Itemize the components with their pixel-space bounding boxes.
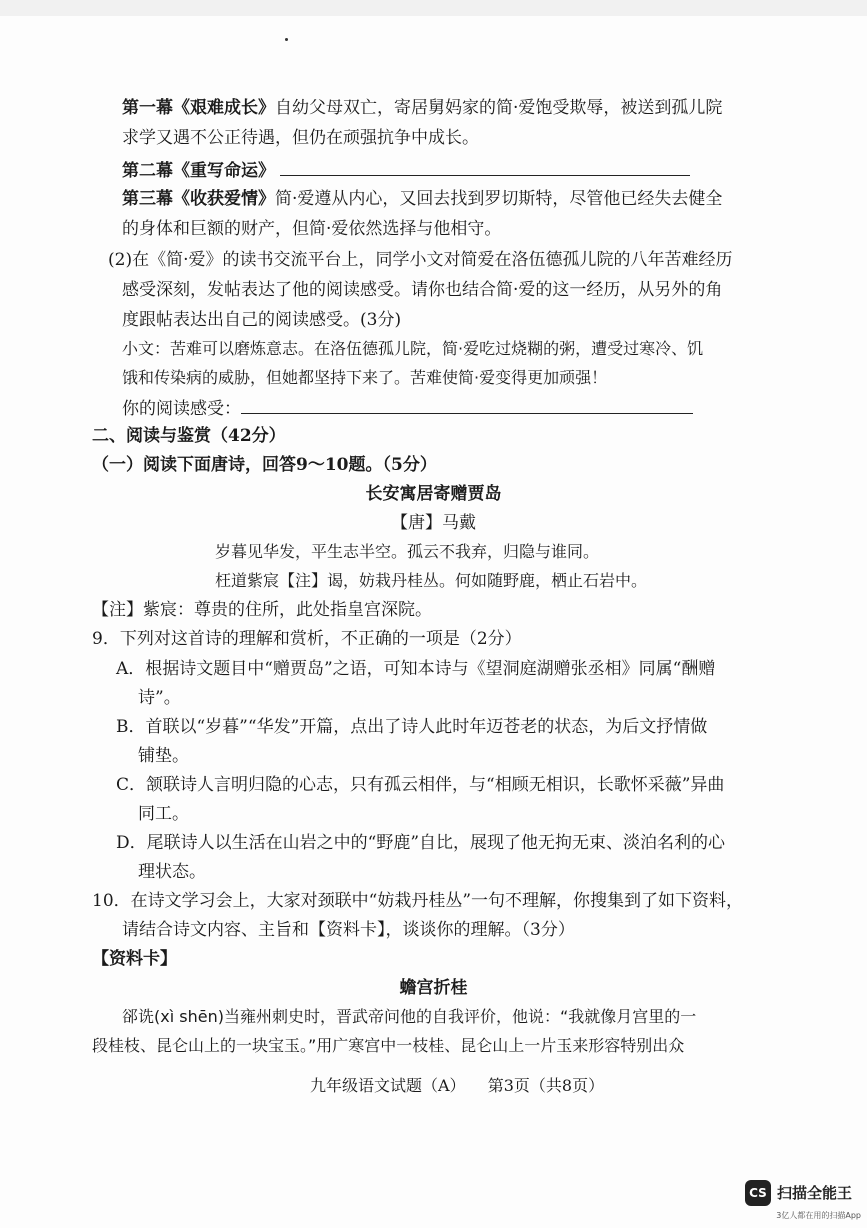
poem-note: 【注】紫宸：尊贵的住所，此处指皇宫深院。 (92, 600, 432, 620)
resource-card-title: 蟾宫折桂 (399, 978, 468, 998)
poem-line2: 枉道紫宸【注】谒，妨栽丹桂丛。何如随野鹿，栖止石岩中。 (215, 571, 648, 590)
page-footer (310, 1074, 604, 1098)
q9-option-b-line1: B．首联以“岁暮”“华发”开篇，点出了诗人此时年迈苍老的状态，为后文抒情做 (116, 717, 708, 737)
scanner-app-name: 扫描全能王 (777, 1184, 853, 1202)
footer-page-number: 第3页（共8页） (487, 1076, 605, 1095)
scan-top-edge (0, 0, 867, 16)
your-reading-line (122, 395, 693, 421)
act2-line (122, 157, 690, 183)
act1-text1: 自幼父母双亡，寄居舅妈家的简·爱饱受欺辱，被送到孤儿院 (275, 98, 723, 118)
act3-text2: 的身体和巨额的财产，但简·爱依然选择与他相守。 (122, 219, 502, 239)
xiaowen-post-line1: 小文：苦难可以磨炼意志。在洛伍德孤儿院，简·爱吃过烧糊的粥，遭受过寒冷、饥 (122, 339, 704, 358)
q9-option-d-line2: 理状态。 (138, 862, 206, 882)
footer-exam-title: 九年级语文试题（A） (310, 1076, 466, 1095)
q9-option-d-line1: D．尾联诗人以生活在山岩之中的“野鹿”自比，展现了他无拘无束、淡泊名利的心 (116, 833, 726, 853)
act3-label: 第三幕《收获爱情》 (122, 189, 275, 209)
act1-label: 第一幕《艰难成长》 (122, 98, 275, 118)
camscanner-logo-icon: CS (745, 1180, 771, 1206)
section2-heading: 二、阅读与鉴赏（42分） (92, 426, 286, 446)
act2-label: 第二幕《重写命运》 (122, 161, 275, 181)
q9-option-b-line2: 铺垫。 (138, 746, 189, 766)
act3-line1 (122, 187, 722, 211)
part1-heading: （一）阅读下面唐诗，回答9～10题。（5分） (92, 455, 437, 475)
q9-option-c-line1: C．颔联诗人言明归隐的心志，只有孤云相伴，与“相顾无相识，长歌怀采薇”异曲 (116, 775, 725, 795)
xiaowen-post-line2: 饿和传染病的威胁，但她都坚持下来了。苦难使简·爱变得更加顽强！ (122, 368, 608, 387)
scan-speck (285, 38, 288, 41)
q9-stem: 9．下列对这首诗的理解和赏析，不正确的一项是（2分） (92, 629, 522, 649)
resource-card-label: 【资料卡】 (92, 949, 177, 969)
q2-line3: 度跟帖表达出自己的阅读感受。(3分) (122, 310, 402, 330)
q9-option-a-line1: A．根据诗文题目中“赠贾岛”之语，可知本诗与《望洞庭湖赠张丞相》同属“酬赠 (116, 659, 716, 679)
q2-line1: (2)在《简·爱》的读书交流平台上，同学小文对简爱在洛伍德孤儿院的八年苦难经历 (108, 250, 733, 270)
act1-text2: 求学又遇不公正待遇，但仍在顽强抗争中成长。 (122, 128, 479, 148)
act2-answer-blank[interactable] (280, 157, 690, 176)
poem-line1: 岁暮见华发，平生志半空。孤云不我弃，归隐与谁同。 (215, 542, 600, 561)
q10-line2: 请结合诗文内容、主旨和【资料卡】，谈谈你的理解。（3分） (122, 920, 575, 940)
resource-card-line1: 郤诜(xì shēn)当雍州刺史时，晋武帝问他的自我评价，他说：“我就像月宫里的一 (122, 1007, 697, 1026)
q9-option-c-line2: 同工。 (138, 804, 189, 824)
q9-option-a-line2: 诗”。 (138, 688, 181, 708)
q10-line1: 10．在诗文学习会上，大家对颈联中“妨栽丹桂丛”一句不理解，你搜集到了如下资料， (92, 891, 744, 911)
act1-line1 (122, 96, 722, 120)
act3-text1: 简·爱遵从内心，又回去找到罗切斯特，尽管他已经失去健全 (275, 189, 723, 209)
scanner-tagline: 3亿人都在用的扫描App (776, 1211, 861, 1220)
q2-line2: 感受深刻，发帖表达了他的阅读感受。请你也结合简·爱的这一经历，从另外的角 (122, 280, 723, 300)
scanner-watermark (745, 1180, 861, 1222)
poem-title: 长安寓居寄赠贾岛 (365, 484, 502, 504)
poem-author: 【唐】马戴 (391, 513, 476, 533)
your-reading-blank[interactable] (241, 395, 693, 414)
your-reading-label: 你的阅读感受： (122, 399, 241, 419)
resource-card-line2: 段桂枝、昆仑山上的一块宝玉。”用广寒宫中一枝桂、昆仑山上一片玉来形容特别出众 (92, 1036, 685, 1055)
